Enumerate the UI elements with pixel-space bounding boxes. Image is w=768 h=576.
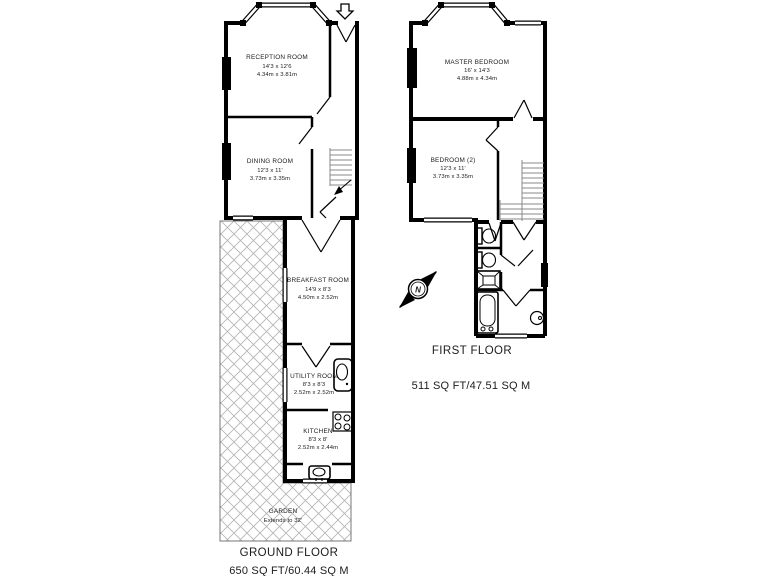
room-dims-m: 2.52m x 2.44m bbox=[297, 445, 339, 451]
room-name: BREAKFAST ROOM bbox=[287, 277, 349, 284]
ground-floor-title: GROUND FLOOR bbox=[239, 547, 339, 559]
room-dims-ft: 8'3 x 8'3 bbox=[302, 382, 326, 388]
bedroom-2-label bbox=[431, 157, 476, 180]
first-floor-area: 511 SQ FT/47.51 SQ M bbox=[411, 380, 531, 392]
compass-north-label: N bbox=[415, 285, 421, 295]
room-dims-ft: 14'9 x 8'3 bbox=[305, 287, 331, 293]
room-dims-ft: 8'3 x 8' bbox=[308, 437, 328, 443]
first-floor-staircase bbox=[500, 160, 544, 221]
first-floor-doors bbox=[486, 100, 536, 306]
utility-room-label bbox=[290, 373, 338, 396]
ground-floor-area: 650 SQ FT/60.44 SQ M bbox=[229, 565, 349, 576]
reception-room-label bbox=[246, 54, 308, 78]
shower-icon bbox=[477, 271, 500, 289]
room-name: BEDROOM (2) bbox=[430, 157, 476, 164]
room-dims-ft: 16' x 14'3 bbox=[464, 68, 490, 74]
wc-toilet-icon bbox=[309, 466, 330, 481]
bathtub-icon bbox=[477, 292, 498, 333]
room-name: KITCHEN bbox=[303, 428, 333, 435]
master-bedroom-label bbox=[445, 59, 509, 82]
room-dims-m: 4.34m x 3.81m bbox=[256, 72, 298, 78]
room-dims-m: 3.73m x 3.35m bbox=[432, 174, 474, 180]
room-dims-m: 2.52m x 2.52m bbox=[293, 390, 335, 396]
room-note: Extends to 32' bbox=[263, 518, 303, 524]
room-name: RECEPTION ROOM bbox=[246, 54, 308, 61]
compass-icon bbox=[399, 271, 437, 308]
stair-direction-arrow bbox=[334, 180, 351, 195]
first-floor-plan bbox=[407, 2, 548, 392]
breakfast-room-label bbox=[287, 277, 349, 301]
toilet-icon-wc2 bbox=[477, 252, 496, 268]
room-name: MASTER BEDROOM bbox=[444, 59, 510, 66]
entrance-arrow-icon bbox=[337, 4, 353, 19]
room-name: DINING ROOM bbox=[246, 158, 294, 165]
ground-floor-doors bbox=[299, 25, 355, 367]
room-name: GARDEN bbox=[268, 508, 298, 515]
room-dims-ft: 12'3 x 11' bbox=[440, 166, 466, 172]
room-dims-m: 3.73m x 3.35m bbox=[249, 176, 291, 182]
room-dims-m: 4.88m x 4.34m bbox=[456, 76, 498, 82]
dining-room-label bbox=[247, 158, 293, 182]
ground-floor-staircase bbox=[330, 148, 352, 186]
room-dims-ft: 14'3 x 12'6 bbox=[262, 64, 292, 70]
hob-icon bbox=[333, 412, 352, 431]
room-dims-m: 4.50m x 2.52m bbox=[297, 295, 339, 301]
room-name: UTILITY ROOM bbox=[290, 373, 338, 380]
room-dims-ft: 12'3 x 11' bbox=[257, 168, 283, 174]
basin-icon bbox=[531, 312, 544, 325]
first-floor-title: FIRST FLOOR bbox=[431, 345, 513, 357]
kitchen-label bbox=[298, 428, 338, 451]
ground-floor-plan bbox=[220, 2, 358, 576]
